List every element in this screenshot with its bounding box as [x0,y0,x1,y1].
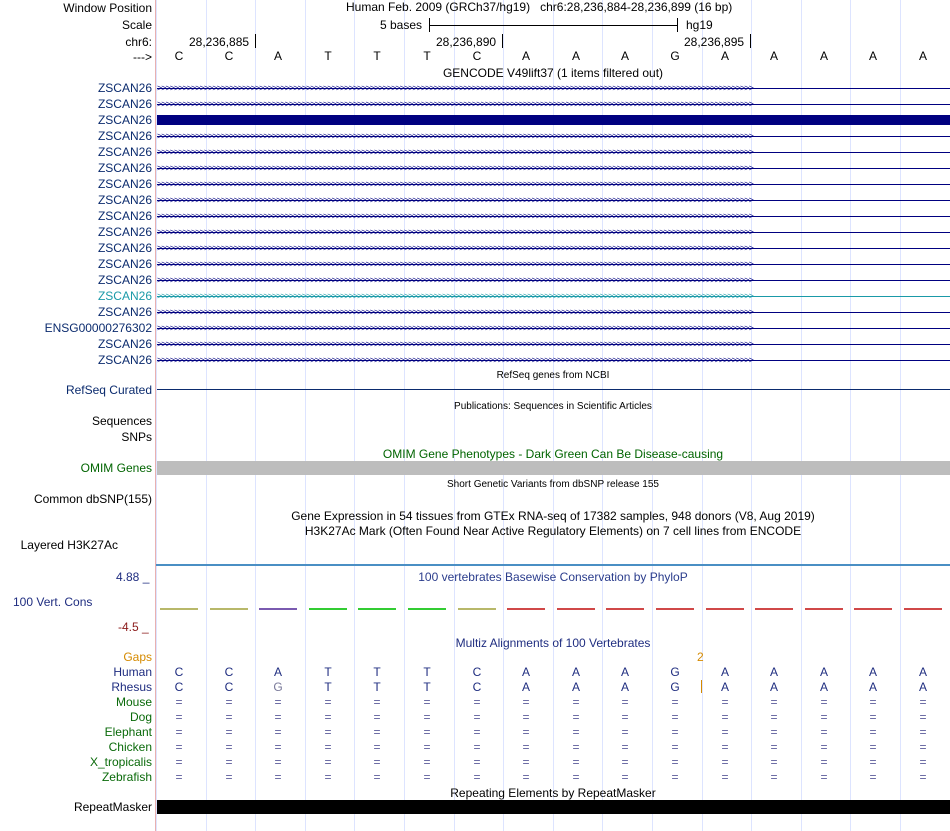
alignment-match: = [721,710,729,724]
strand-arrows: >>>>>>>>>>>>>>>>>>>>>>>>>>>>>>>>>>>>>>>>>>>>>>>>>>>>>>>>>>>>>>>>>>>>>>>>>>>>>>>>>>>>>>>>>>>>>>>>>>>>>>>>>>>>>>>>>>>>>>>>>>>>>>>>>>>>>>>>>>>> [157,180,753,188]
alignment-match: = [572,755,580,769]
alignment-base: A [571,680,580,694]
phylop-mark [408,608,446,610]
alignment-match: = [522,755,530,769]
alignment-base: A [868,680,877,694]
gencode-gene-label[interactable]: ZSCAN26 [97,337,152,351]
alignment-match: = [671,770,679,784]
snps-label[interactable]: SNPs [121,430,152,444]
phylop-mark [210,608,248,610]
phylop-mark [458,608,496,610]
alignment-match: = [671,695,679,709]
alignment-match: = [869,770,877,784]
strand-arrows: >>>>>>>>>>>>>>>>>>>>>>>>>>>>>>>>>>>>>>>>>>>>>>>>>>>>>>>>>>>>>>>>>>>>>>>>>>>>>>>>>>>>>>>>>>>>>>>>>>>>>>>>>>>>>>>>>>>>>>>>>>>>>>>>>>>>>>>>>>>> [157,212,753,220]
h3k27ac-label[interactable]: Layered H3K27Ac [20,538,118,552]
base-letter: T [423,49,431,63]
alignment-match: = [621,755,629,769]
alignment-base: G [670,680,680,694]
alignment-base: C [472,665,482,679]
refseq-feature[interactable] [157,389,950,390]
alignment-match: = [721,770,729,784]
species-label[interactable]: Mouse [115,695,152,709]
alignment-base: A [918,665,927,679]
alignment-base: T [324,665,332,679]
strand-arrows: >>>>>>>>>>>>>>>>>>>>>>>>>>>>>>>>>>>>>>>>>>>>>>>>>>>>>>>>>>>>>>>>>>>>>>>>>>>>>>>>>>>>>>>>>>>>>>>>>>>>>>>>>>>>>>>>>>>>>>>>>>>>>>>>>>>>>>>>>>>> [157,292,753,300]
alignment-match: = [770,755,778,769]
scale-label: Scale [121,18,152,32]
alignment-match: = [373,740,381,754]
alignment-match: = [274,695,282,709]
strand-arrows: >>>>>>>>>>>>>>>>>>>>>>>>>>>>>>>>>>>>>>>>>>>>>>>>>>>>>>>>>>>>>>>>>>>>>>>>>>>>>>>>>>>>>>>>>>>>>>>>>>>>>>>>>>>>>>>>>>>>>>>>>>>>>>>>>>>>>>>>>>>> [157,276,753,284]
phylop-graph [156,595,950,619]
strand-arrows: >>>>>>>>>>>>>>>>>>>>>>>>>>>>>>>>>>>>>>>>>>>>>>>>>>>>>>>>>>>>>>>>>>>>>>>>>>>>>>>>>>>>>>>>>>>>>>>>>>>>>>>>>>>>>>>>>>>>>>>>>>>>>>>>>>>>>>>>>>>> [157,84,753,92]
alignment-match: = [373,710,381,724]
base-letter: A [819,49,828,63]
species-label[interactable]: Dog [129,710,152,724]
alignment-match: = [820,725,828,739]
base-letter: C [174,49,184,63]
alignment-match: = [621,710,629,724]
species-label[interactable]: Chicken [108,740,152,754]
base-letter: G [670,49,680,63]
base-sequence-row [0,49,950,63]
alignment-match: = [820,755,828,769]
alignment-base: G [670,665,680,679]
alignment-base: A [720,665,729,679]
alignment-match: = [225,725,233,739]
alignment-match: = [721,725,729,739]
alignment-match: = [473,740,481,754]
gencode-gene-label[interactable]: ZSCAN26 [97,193,152,207]
assembly-title [346,0,732,14]
gencode-gene-label[interactable]: ZSCAN26 [97,273,152,287]
refseq-label[interactable]: RefSeq Curated [65,383,152,397]
species-label[interactable]: Human [113,665,152,679]
alignment-match: = [522,725,530,739]
gencode-gene-label[interactable]: ZSCAN26 [97,177,152,191]
strand-arrows: >>>>>>>>>>>>>>>>>>>>>>>>>>>>>>>>>>>>>>>>>>>>>>>>>>>>>>>>>>>>>>>>>>>>>>>>>>>>>>>>>>>>>>>>>>>>>>>>>>>>>>>>>>>>>>>>>>>>>>>>>>>>>>>>>>>>>>>>>>>> [157,356,753,364]
repeatmasker-feature[interactable] [157,800,950,814]
alignment-match: = [473,710,481,724]
alignment-match: = [671,740,679,754]
alignment-match: = [671,710,679,724]
alignment-match: = [324,755,332,769]
gencode-gene-label[interactable]: ZSCAN26 [97,97,152,111]
alignment-match: = [373,770,381,784]
gencode-gene-label[interactable]: ZSCAN26 [97,129,152,143]
alignment-match: = [373,755,381,769]
base-letter: C [224,49,234,63]
phylop-max: 4.88 _ [116,570,150,584]
chrom-label: chr6: [125,35,152,49]
alignment-match: = [473,770,481,784]
species-label[interactable]: Elephant [104,725,152,739]
alignment-base: A [620,680,629,694]
repeatmasker-title[interactable]: Repeating Elements by RepeatMasker [450,786,656,800]
repeatmasker-label[interactable]: RepeatMasker [73,800,152,814]
alignment-base: A [868,665,877,679]
alignment-match: = [324,695,332,709]
alignment-match: = [274,710,282,724]
alignment-match: = [522,770,530,784]
alignment-match: = [274,770,282,784]
alignment-match: = [225,710,233,724]
alignment-match: = [175,725,183,739]
window-position-label: Window Position [63,1,152,15]
alignment-match: = [423,695,431,709]
gencode-gene-label[interactable]: ZSCAN26 [97,289,152,303]
alignment-match: = [820,770,828,784]
alignment-match: = [225,770,233,784]
alignment-base: T [423,680,431,694]
alignment-match: = [522,710,530,724]
alignment-match: = [473,755,481,769]
alignment-match: = [869,740,877,754]
gencode-exon-bar[interactable] [157,115,950,125]
alignment-match: = [869,710,877,724]
alignment-match: = [671,755,679,769]
h3k27ac-title[interactable]: H3K27Ac Mark (Often Found Near Active Regulatory Elements) on 7 cell lines from ENCODE [304,524,802,538]
phylop-mark [507,608,545,610]
alignment-match: = [869,695,877,709]
alignment-match: = [274,755,282,769]
dbsnp-label[interactable]: Common dbSNP(155) [33,492,152,506]
alignment-match: = [770,695,778,709]
alignment-match: = [423,725,431,739]
alignment-base: T [423,665,431,679]
alignment-match: = [423,770,431,784]
phylop-mark [854,608,892,610]
phylop-title[interactable]: 100 vertebrates Basewise Conservation by PhyloP [418,570,688,584]
alignment-match: = [423,740,431,754]
alignment-match: = [919,725,927,739]
alignment-match: = [671,725,679,739]
alignment-match: = [770,710,778,724]
alignment-match: = [820,710,828,724]
tick-label-3: 28,236,895 [684,35,745,49]
alignment-match: = [225,740,233,754]
alignment-base: A [819,680,828,694]
gtex-title[interactable]: Gene Expression in 54 tissues from GTEx RNA-seq of 17382 samples, 948 donors (V8, Aug 2019) [291,509,815,523]
label-divider [155,0,156,831]
alignment-match: = [572,740,580,754]
alignment-match: = [869,725,877,739]
alignment-match: = [820,695,828,709]
alignment-base: A [273,665,282,679]
alignment-base: C [224,680,234,694]
alignment-match: = [919,695,927,709]
alignment-match: = [324,770,332,784]
alignment-match: = [274,740,282,754]
alignment-match: = [423,755,431,769]
gencode-gene-label[interactable]: ZSCAN26 [97,353,152,367]
alignment-base: T [324,680,332,694]
alignment-match: = [522,695,530,709]
alignment-base: C [472,680,482,694]
strand-arrows: >>>>>>>>>>>>>>>>>>>>>>>>>>>>>>>>>>>>>>>>>>>>>>>>>>>>>>>>>>>>>>>>>>>>>>>>>>>>>>>>>>>>>>>>>>>>>>>>>>>>>>>>>>>>>>>>>>>>>>>>>>>>>>>>>>>>>>>>>>>> [157,196,753,204]
phylop-mark [755,608,793,610]
strand-arrows: >>>>>>>>>>>>>>>>>>>>>>>>>>>>>>>>>>>>>>>>>>>>>>>>>>>>>>>>>>>>>>>>>>>>>>>>>>>>>>>>>>>>>>>>>>>>>>>>>>>>>>>>>>>>>>>>>>>>>>>>>>>>>>>>>>>>>>>>>>>> [157,148,753,156]
alignment-match: = [324,725,332,739]
gaps-label: Gaps [123,650,152,664]
alignment-match: = [423,710,431,724]
gencode-gene-label[interactable]: ZSCAN26 [97,305,152,319]
base-letter: A [620,49,629,63]
alignment-match: = [919,710,927,724]
alignment-match: = [621,740,629,754]
multiz-title[interactable]: Multiz Alignments of 100 Vertebrates [455,636,651,650]
alignment-base: A [571,665,580,679]
alignment-match: = [919,755,927,769]
alignment-match: = [274,725,282,739]
omim-title[interactable]: OMIM Gene Phenotypes - Dark Green Can Be Disease-causing [382,447,724,461]
h3k27ac-signal [156,564,950,566]
gencode-gene-label[interactable]: ENSG00000276302 [44,321,152,335]
alignment-base: C [224,665,234,679]
gencode-gene-label[interactable]: ZSCAN26 [97,161,152,175]
tick-label-1: 28,236,885 [189,35,250,49]
alignment-match: = [770,725,778,739]
strand-arrows: >>>>>>>>>>>>>>>>>>>>>>>>>>>>>>>>>>>>>>>>>>>>>>>>>>>>>>>>>>>>>>>>>>>>>>>>>>>>>>>>>>>>>>>>>>>>>>>>>>>>>>>>>>>>>>>>>>>>>>>>>>>>>>>>>>>>>>>>>>>> [157,340,753,348]
strand-arrows: >>>>>>>>>>>>>>>>>>>>>>>>>>>>>>>>>>>>>>>>>>>>>>>>>>>>>>>>>>>>>>>>>>>>>>>>>>>>>>>>>>>>>>>>>>>>>>>>>>>>>>>>>>>>>>>>>>>>>>>>>>>>>>>>>>>>>>>>>>>> [157,228,753,236]
gap-count: 2 [697,650,704,664]
alignment-base: C [174,665,184,679]
base-letter: T [324,49,332,63]
alignment-match: = [869,755,877,769]
alignment-base: A [620,665,629,679]
alignment-base: A [769,665,778,679]
alignment-match: = [175,695,183,709]
species-label[interactable]: Zebrafish [101,770,152,784]
phylop-mark [805,608,843,610]
alignment-match: = [324,740,332,754]
strand-arrows: >>>>>>>>>>>>>>>>>>>>>>>>>>>>>>>>>>>>>>>>>>>>>>>>>>>>>>>>>>>>>>>>>>>>>>>>>>>>>>>>>>>>>>>>>>>>>>>>>>>>>>>>>>>>>>>>>>>>>>>>>>>>>>>>>>>>>>>>>>>> [157,324,753,332]
alignment-match: = [919,740,927,754]
strand-arrows: >>>>>>>>>>>>>>>>>>>>>>>>>>>>>>>>>>>>>>>>>>>>>>>>>>>>>>>>>>>>>>>>>>>>>>>>>>>>>>>>>>>>>>>>>>>>>>>>>>>>>>>>>>>>>>>>>>>>>>>>>>>>>>>>>>>>>>>>>>>> [157,132,753,140]
gencode-gene-label[interactable]: ZSCAN26 [97,81,152,95]
base-letter: A [769,49,778,63]
tick-label-2: 28,236,890 [436,35,497,49]
gencode-gene-label[interactable]: ZSCAN26 [97,209,152,223]
tick-mark-1 [255,34,256,48]
alignment-match: = [522,740,530,754]
alignment-match: = [225,695,233,709]
publications-title[interactable]: Publications: Sequences in Scientific Articles [454,401,652,412]
alignment-match: = [820,740,828,754]
alignment-match: = [175,770,183,784]
alignment-match: = [572,710,580,724]
phylop-mark [606,608,644,610]
alignment-match: = [721,740,729,754]
alignment-base: C [174,680,184,694]
species-label[interactable]: X_tropicalis [89,755,152,769]
alignment-match: = [721,755,729,769]
alignment-match: = [473,695,481,709]
gencode-gene-label[interactable]: ZSCAN26 [97,145,152,159]
base-letter: T [373,49,381,63]
phylop-mark [557,608,595,610]
phylop-mark [358,608,396,610]
omim-label[interactable]: OMIM Genes [80,461,152,475]
alignment-base: A [720,680,729,694]
strand-arrows: >>>>>>>>>>>>>>>>>>>>>>>>>>>>>>>>>>>>>>>>>>>>>>>>>>>>>>>>>>>>>>>>>>>>>>>>>>>>>>>>>>>>>>>>>>>>>>>>>>>>>>>>>>>>>>>>>>>>>>>>>>>>>>>>>>>>>>>>>>>> [157,244,753,252]
phylop-mark [259,608,297,610]
gencode-gene-label[interactable]: ZSCAN26 [97,257,152,271]
strand-arrows: >>>>>>>>>>>>>>>>>>>>>>>>>>>>>>>>>>>>>>>>>>>>>>>>>>>>>>>>>>>>>>>>>>>>>>>>>>>>>>>>>>>>>>>>>>>>>>>>>>>>>>>>>>>>>>>>>>>>>>>>>>>>>>>>>>>>>>>>>>>> [157,260,753,268]
gencode-gene-label[interactable]: ZSCAN26 [97,241,152,255]
scale-bar [429,18,678,32]
base-letter: A [720,49,729,63]
alignment-match: = [621,695,629,709]
alignment-base: A [918,680,927,694]
refseq-title[interactable]: RefSeq genes from NCBI [496,370,610,381]
alignment-match: = [373,725,381,739]
alignment-match: = [373,695,381,709]
alignment-base: A [769,680,778,694]
alignment-match: = [225,755,233,769]
phylop-mark [656,608,694,610]
alignment-match: = [770,770,778,784]
base-letter: A [273,49,282,63]
species-label[interactable]: Rhesus [111,680,152,694]
dbsnp-title[interactable]: Short Genetic Variants from dbSNP release 155 [447,479,659,490]
alignment-match: = [324,710,332,724]
base-letter: A [918,49,927,63]
base-letter: C [472,49,482,63]
base-letter: A [521,49,530,63]
alignment-base: T [373,665,381,679]
alignment-match: = [721,695,729,709]
phylop-mark [309,608,347,610]
alignment-base: G [273,680,283,694]
publications-label[interactable]: Sequences [91,414,152,428]
base-letter: A [868,49,877,63]
alignment-base: A [521,665,530,679]
alignment-match: = [572,695,580,709]
strand-arrows: >>>>>>>>>>>>>>>>>>>>>>>>>>>>>>>>>>>>>>>>>>>>>>>>>>>>>>>>>>>>>>>>>>>>>>>>>>>>>>>>>>>>>>>>>>>>>>>>>>>>>>>>>>>>>>>>>>>>>>>>>>>>>>>>>>>>>>>>>>>> [157,164,753,172]
alignment-match: = [572,725,580,739]
strand-arrows: >>>>>>>>>>>>>>>>>>>>>>>>>>>>>>>>>>>>>>>>>>>>>>>>>>>>>>>>>>>>>>>>>>>>>>>>>>>>>>>>>>>>>>>>>>>>>>>>>>>>>>>>>>>>>>>>>>>>>>>>>>>>>>>>>>>>>>>>>>>> [157,308,753,316]
alignment-match: = [621,725,629,739]
assembly-text: Human Feb. 2009 (GRCh37/hg19) [346,0,531,14]
tick-mark-3 [750,34,751,48]
gencode-gene-label[interactable]: ZSCAN26 [97,225,152,239]
phylop-mark [904,608,942,610]
alignment-match: = [572,770,580,784]
gencode-gene-label[interactable]: ZSCAN26 [97,113,152,127]
gap-marker [701,680,702,693]
scale-text: 5 bases [380,18,423,32]
alignment-base: A [521,680,530,694]
phylop-mark [160,608,198,610]
alignment-base: T [373,680,381,694]
db-text: hg19 [686,18,713,32]
alignment-match: = [770,740,778,754]
alignment-match: = [621,770,629,784]
omim-feature[interactable] [157,461,950,475]
phylop-label[interactable]: 100 Vert. Cons [13,595,93,609]
base-letter: A [571,49,580,63]
strand-arrows: >>>>>>>>>>>>>>>>>>>>>>>>>>>>>>>>>>>>>>>>>>>>>>>>>>>>>>>>>>>>>>>>>>>>>>>>>>>>>>>>>>>>>>>>>>>>>>>>>>>>>>>>>>>>>>>>>>>>>>>>>>>>>>>>>>>>>>>>>>>> [157,100,753,108]
phylop-min: -4.5 _ [118,620,149,634]
alignment-match: = [473,725,481,739]
alignment-match: = [175,755,183,769]
phylop-mark [706,608,744,610]
region-text: chr6:28,236,884-28,236,899 (16 bp) [540,0,733,14]
alignment-match: = [175,710,183,724]
tick-mark-2 [502,34,503,48]
strand-arrow-label: ---> [133,50,152,64]
alignment-match: = [175,740,183,754]
alignment-base: A [819,665,828,679]
alignment-match: = [919,770,927,784]
gencode-title[interactable]: GENCODE V49lift37 (1 items filtered out) [442,66,664,80]
